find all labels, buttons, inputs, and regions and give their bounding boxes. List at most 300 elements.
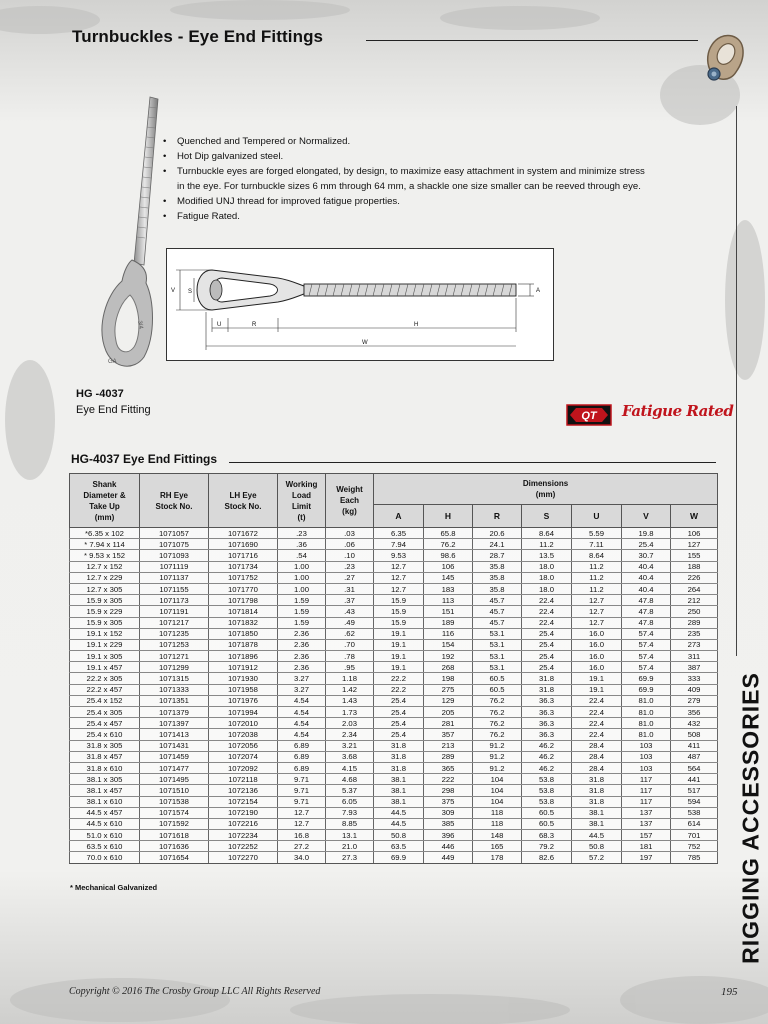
cell-shank-size: 15.9 x 305 [70,617,140,628]
cell-dim-a: 25.4 [374,707,424,718]
cell-dim-r: 45.7 [473,617,522,628]
cell-lh-stock-no: 1072252 [209,841,278,852]
cell-dim-v: 69.9 [622,673,671,684]
cell-shank-size: *6.35 x 102 [70,528,140,539]
cell-dim-v: 47.8 [622,617,671,628]
cell-lh-stock-no: 1072038 [209,729,278,740]
header-line: Shank [92,479,117,489]
cell-dim-r: 91.2 [473,762,522,773]
cell-dim-a: 25.4 [374,729,424,740]
cell-lh-stock-no: 1071672 [209,528,278,539]
cell-shank-size: 19.1 x 152 [70,628,140,639]
cell-dim-v: 40.4 [622,572,671,583]
cell-weight: 3.68 [326,751,374,762]
cell-shank-size: 15.9 x 229 [70,606,140,617]
cell-dim-v: 30.7 [622,550,671,561]
cell-working-load-limit: 12.7 [278,818,326,829]
cell-dim-r: 45.7 [473,595,522,606]
cell-dim-w: 614 [671,818,718,829]
cell-lh-stock-no: 1072010 [209,718,278,729]
cell-dim-a: 69.9 [374,852,424,863]
cell-weight: 8.85 [326,818,374,829]
cell-dim-w: 333 [671,673,718,684]
cell-dim-h: 113 [424,595,473,606]
cell-shank-size: 12.7 x 229 [70,572,140,583]
cell-weight: .03 [326,528,374,539]
cell-dim-v: 117 [622,774,671,785]
cell-working-load-limit: 1.00 [278,572,326,583]
cell-rh-stock-no: 1071333 [140,684,209,695]
cell-dim-s: 53.8 [522,796,572,807]
cell-dim-v: 197 [622,852,671,863]
cell-dim-h: 145 [424,572,473,583]
cell-dim-v: 181 [622,841,671,852]
cell-dim-a: 15.9 [374,617,424,628]
cell-rh-stock-no: 1071235 [140,628,209,639]
cell-dim-w: 487 [671,751,718,762]
cell-working-load-limit: 3.27 [278,684,326,695]
page-title: Turnbuckles - Eye End Fittings [72,27,324,46]
cell-dim-s: 22.4 [522,595,572,606]
cell-rh-stock-no: 1071431 [140,740,209,751]
col-header-s: S [522,505,572,528]
table-row [70,796,718,807]
cell-dim-u: 11.2 [572,583,622,594]
cell-shank-size: 12.7 x 305 [70,583,140,594]
cell-dim-u: 11.2 [572,561,622,572]
header-line: Take Up [89,501,120,511]
cell-lh-stock-no: 1071878 [209,639,278,650]
cell-shank-size: 44.5 x 457 [70,807,140,818]
cell-dim-w: 264 [671,583,718,594]
cell-lh-stock-no: 1072154 [209,796,278,807]
cell-shank-size: * 7.94 x 114 [70,539,140,550]
cell-dim-u: 12.7 [572,606,622,617]
cell-weight: 2.03 [326,718,374,729]
cell-dim-a: 44.5 [374,818,424,829]
cell-dim-r: 118 [473,818,522,829]
cell-dim-u: 12.7 [572,595,622,606]
cell-rh-stock-no: 1071191 [140,606,209,617]
cell-working-load-limit: 4.54 [278,729,326,740]
cell-dim-a: 12.7 [374,572,424,583]
cell-dim-v: 103 [622,751,671,762]
cell-dim-a: 12.7 [374,583,424,594]
cell-shank-size: 70.0 x 610 [70,852,140,863]
cell-weight: .23 [326,561,374,572]
cell-dim-s: 13.5 [522,550,572,561]
cell-dim-u: 28.4 [572,740,622,751]
dim-label-a: A [536,288,541,294]
cell-shank-size: 38.1 x 457 [70,785,140,796]
cell-shank-size: 19.1 x 229 [70,639,140,650]
cell-dim-v: 69.9 [622,684,671,695]
feature-item: • Turnbuckle eyes are forged elongated, by design, to maximize easy attachment in system and minimize stress in the eye. For turnbuckle sizes 6 mm through 64 mm, a shackle one size smaller can be reeved through eye. [160,164,650,194]
header-line: Dimensions [522,479,569,488]
cell-dim-r: 118 [473,807,522,818]
cell-rh-stock-no: 1071119 [140,561,209,572]
cell-dim-w: 212 [671,595,718,606]
cell-dim-u: 22.4 [572,695,622,706]
table-row [70,841,718,852]
cell-dim-v: 19.8 [622,528,671,539]
header-line: Stock No. [155,501,193,511]
feature-item: • Quenched and Tempered or Normalized. [160,134,650,149]
cell-dim-h: 385 [424,818,473,829]
cell-rh-stock-no: 1071397 [140,718,209,729]
cell-dim-s: 53.8 [522,774,572,785]
cell-dim-a: 19.1 [374,639,424,650]
cell-dim-r: 28.7 [473,550,522,561]
cell-shank-size: 38.1 x 305 [70,774,140,785]
cell-dim-v: 117 [622,796,671,807]
table-row [70,729,718,740]
cell-lh-stock-no: 1072234 [209,830,278,841]
cell-dim-h: 275 [424,684,473,695]
cell-weight: 27.3 [326,852,374,863]
cell-dim-u: 16.0 [572,651,622,662]
table-row [70,617,718,628]
cell-dim-v: 81.0 [622,718,671,729]
table-row [70,539,718,550]
cell-lh-stock-no: 1071798 [209,595,278,606]
cell-dim-w: 127 [671,539,718,550]
cell-rh-stock-no: 1071654 [140,852,209,863]
col-header-rh-stock [140,474,209,528]
cell-weight: .70 [326,639,374,650]
col-header-dimensions [374,474,718,505]
cell-working-load-limit: 1.59 [278,595,326,606]
cell-working-load-limit: 16.8 [278,830,326,841]
col-header-v: V [622,505,671,528]
cell-dim-r: 91.2 [473,740,522,751]
cell-working-load-limit: 2.36 [278,628,326,639]
cell-dim-h: 192 [424,651,473,662]
cell-dim-h: 151 [424,606,473,617]
cell-lh-stock-no: 1072074 [209,751,278,762]
cell-dim-s: 8.64 [522,528,572,539]
cell-dim-a: 19.1 [374,628,424,639]
cell-dim-u: 28.4 [572,762,622,773]
cell-lh-stock-no: 1072190 [209,807,278,818]
product-model: HG -4037 [76,388,124,400]
table-row [70,707,718,718]
cell-shank-size: 15.9 x 305 [70,595,140,606]
cell-rh-stock-no: 1071574 [140,807,209,818]
cell-dim-a: 38.1 [374,785,424,796]
cell-rh-stock-no: 1071459 [140,751,209,762]
cell-working-load-limit: 2.36 [278,651,326,662]
cell-weight: .95 [326,662,374,673]
cell-dim-v: 25.4 [622,539,671,550]
cell-dim-s: 18.0 [522,583,572,594]
cell-weight: 1.42 [326,684,374,695]
table-title-rule [229,462,716,463]
cell-dim-r: 104 [473,796,522,807]
cell-dim-a: 50.8 [374,830,424,841]
cell-rh-stock-no: 1071137 [140,572,209,583]
cell-dim-s: 25.4 [522,651,572,662]
dim-label-h: H [414,322,419,328]
cell-dim-u: 8.64 [572,550,622,561]
cell-dim-h: 357 [424,729,473,740]
cell-dim-a: 7.94 [374,539,424,550]
cell-dim-a: 12.7 [374,561,424,572]
cell-dim-r: 60.5 [473,684,522,695]
cell-dim-u: 16.0 [572,639,622,650]
cell-dim-r: 53.1 [473,662,522,673]
cell-dim-w: 273 [671,639,718,650]
cell-dim-w: 538 [671,807,718,818]
cell-dim-s: 31.8 [522,673,572,684]
cell-dim-a: 22.2 [374,673,424,684]
cell-dim-a: 31.8 [374,762,424,773]
table-row [70,751,718,762]
header-line: (t) [297,512,306,522]
table-row [70,651,718,662]
copyright: Copyright © 2016 The Crosby Group LLC All Rights Reserved [69,986,321,997]
cell-dim-h: 205 [424,707,473,718]
cell-weight: .10 [326,550,374,561]
cell-working-load-limit: 1.00 [278,583,326,594]
cell-dim-h: 65.8 [424,528,473,539]
cell-rh-stock-no: 1071173 [140,595,209,606]
cell-dim-v: 57.4 [622,639,671,650]
cell-shank-size: 51.0 x 610 [70,830,140,841]
cell-lh-stock-no: 1071752 [209,572,278,583]
header-line: Diameter & [83,490,126,500]
qt-logo [566,404,612,426]
dim-label-w: W [362,340,368,346]
feature-item: • Modified UNJ thread for improved fatigue properties. [160,194,650,209]
cell-dim-r: 24.1 [473,539,522,550]
cell-rh-stock-no: 1071271 [140,651,209,662]
cell-dim-a: 6.35 [374,528,424,539]
cell-working-load-limit: 6.89 [278,740,326,751]
dim-label-u: U [217,322,222,328]
cell-shank-size: 25.4 x 305 [70,707,140,718]
cell-dim-u: 11.2 [572,572,622,583]
cell-dim-r: 178 [473,852,522,863]
cell-rh-stock-no: 1071075 [140,539,209,550]
cell-working-load-limit: 27.2 [278,841,326,852]
cell-lh-stock-no: 1072216 [209,818,278,829]
cell-dim-h: 268 [424,662,473,673]
cell-shank-size: 31.8 x 457 [70,751,140,762]
table-row [70,695,718,706]
cell-dim-h: 222 [424,774,473,785]
product-name: Eye End Fitting [76,404,151,416]
cell-lh-stock-no: 1071912 [209,662,278,673]
cell-dim-h: 281 [424,718,473,729]
cell-dim-v: 40.4 [622,583,671,594]
header-line: Stock No. [224,501,262,511]
cell-dim-v: 47.8 [622,606,671,617]
header-line: Weight [336,485,363,494]
cell-weight: .06 [326,539,374,550]
cell-dim-s: 22.4 [522,617,572,628]
table-footnote: * Mechanical Galvanized [70,883,158,892]
cell-weight: .27 [326,572,374,583]
cell-weight: 2.34 [326,729,374,740]
table-row [70,762,718,773]
cell-rh-stock-no: 1071351 [140,695,209,706]
header-line: (kg) [342,507,357,516]
cell-rh-stock-no: 1071592 [140,818,209,829]
cell-dim-v: 157 [622,830,671,841]
cell-dim-s: 82.6 [522,852,572,863]
cell-dim-r: 35.8 [473,583,522,594]
cell-dim-a: 38.1 [374,774,424,785]
cell-dim-h: 396 [424,830,473,841]
table-row [70,550,718,561]
cell-dim-a: 9.53 [374,550,424,561]
header-line: Limit [291,501,312,511]
cell-dim-u: 57.2 [572,852,622,863]
spec-table-body [70,528,718,864]
cell-dim-w: 106 [671,528,718,539]
cell-lh-stock-no: 1071930 [209,673,278,684]
header-line: Each [339,496,360,505]
cell-dim-s: 36.3 [522,729,572,740]
cell-dim-h: 375 [424,796,473,807]
cell-dim-v: 40.4 [622,561,671,572]
dim-label-s: S [188,289,193,295]
cell-rh-stock-no: 1071495 [140,774,209,785]
cell-weight: .43 [326,606,374,617]
cell-dim-w: 701 [671,830,718,841]
cell-dim-a: 15.9 [374,595,424,606]
cell-shank-size: 63.5 x 610 [70,841,140,852]
col-header-shank [70,474,140,528]
cell-dim-s: 31.8 [522,684,572,695]
cell-dim-h: 198 [424,673,473,684]
cell-working-load-limit: 6.89 [278,751,326,762]
cell-dim-r: 148 [473,830,522,841]
cell-weight: .49 [326,617,374,628]
cell-dim-a: 15.9 [374,606,424,617]
cell-dim-h: 116 [424,628,473,639]
table-row [70,561,718,572]
table-row [70,662,718,673]
cell-dim-v: 47.8 [622,595,671,606]
cell-dim-s: 36.3 [522,718,572,729]
cell-dim-h: 309 [424,807,473,818]
cell-dim-s: 18.0 [522,561,572,572]
cell-dim-h: 98.6 [424,550,473,561]
cell-working-load-limit: .23 [278,528,326,539]
cell-dim-v: 137 [622,807,671,818]
table-title: HG-4037 Eye End Fittings [71,452,218,466]
dim-label-r: R [252,322,257,328]
cell-weight: 5.37 [326,785,374,796]
cell-dim-w: 752 [671,841,718,852]
cell-dim-s: 60.5 [522,807,572,818]
cell-lh-stock-no: 1071976 [209,695,278,706]
cell-dim-u: 5.59 [572,528,622,539]
cell-dim-r: 60.5 [473,673,522,684]
cell-dim-u: 22.4 [572,707,622,718]
cell-rh-stock-no: 1071057 [140,528,209,539]
cell-dim-h: 154 [424,639,473,650]
cell-dim-u: 22.4 [572,718,622,729]
header-line: (mm) [94,512,115,522]
cell-dim-s: 53.8 [522,785,572,796]
cell-working-load-limit: 9.71 [278,774,326,785]
cell-dim-r: 76.2 [473,707,522,718]
cell-weight: 1.43 [326,695,374,706]
cell-rh-stock-no: 1071477 [140,762,209,773]
cell-lh-stock-no: 1071690 [209,539,278,550]
feature-list [160,134,650,224]
cell-weight: 6.05 [326,796,374,807]
cell-dim-v: 81.0 [622,695,671,706]
cell-dim-u: 31.8 [572,774,622,785]
cell-dim-u: 19.1 [572,684,622,695]
cell-dim-u: 38.1 [572,818,622,829]
cell-rh-stock-no: 1071217 [140,617,209,628]
cell-shank-size: 38.1 x 610 [70,796,140,807]
cell-dim-u: 38.1 [572,807,622,818]
cell-dim-w: 289 [671,617,718,628]
cell-dim-u: 31.8 [572,785,622,796]
cell-weight: 21.0 [326,841,374,852]
cell-rh-stock-no: 1071538 [140,796,209,807]
cell-working-load-limit: 9.71 [278,796,326,807]
cell-weight: 7.93 [326,807,374,818]
cell-dim-s: 46.2 [522,762,572,773]
side-section-label: RIGGING ACCESSORIES [737,672,764,964]
cell-working-load-limit: 3.27 [278,673,326,684]
cell-dim-w: 409 [671,684,718,695]
cell-dim-r: 35.8 [473,572,522,583]
cell-dim-a: 31.8 [374,751,424,762]
cell-weight: 1.18 [326,673,374,684]
cell-dim-r: 53.1 [473,628,522,639]
cell-dim-v: 137 [622,818,671,829]
fatigue-rated-logo: Fatigue Rated [622,402,734,420]
col-header-wll [278,474,326,528]
col-header-a: A [374,505,424,528]
col-header-lh-stock [209,474,278,528]
cell-dim-s: 79.2 [522,841,572,852]
spec-table [69,473,718,864]
table-row [70,740,718,751]
header-line: Working [285,479,318,489]
cell-rh-stock-no: 1071155 [140,583,209,594]
cell-dim-a: 22.2 [374,684,424,695]
cell-rh-stock-no: 1071253 [140,639,209,650]
cell-weight: .78 [326,651,374,662]
eye-end-fitting-photo [92,95,166,370]
cell-lh-stock-no: 1072136 [209,785,278,796]
cell-dim-w: 356 [671,707,718,718]
cell-lh-stock-no: 1071850 [209,628,278,639]
photo-mark: 3/4 [136,320,144,330]
cell-dim-v: 117 [622,785,671,796]
cell-dim-w: 155 [671,550,718,561]
cell-dim-h: 449 [424,852,473,863]
cell-working-load-limit: 4.54 [278,695,326,706]
cell-dim-w: 517 [671,785,718,796]
cell-weight: .37 [326,595,374,606]
cell-lh-stock-no: 1071716 [209,550,278,561]
cell-dim-u: 28.4 [572,751,622,762]
cell-weight: 3.21 [326,740,374,751]
cell-dim-u: 31.8 [572,796,622,807]
cell-working-load-limit: 4.54 [278,707,326,718]
cell-working-load-limit: .54 [278,550,326,561]
